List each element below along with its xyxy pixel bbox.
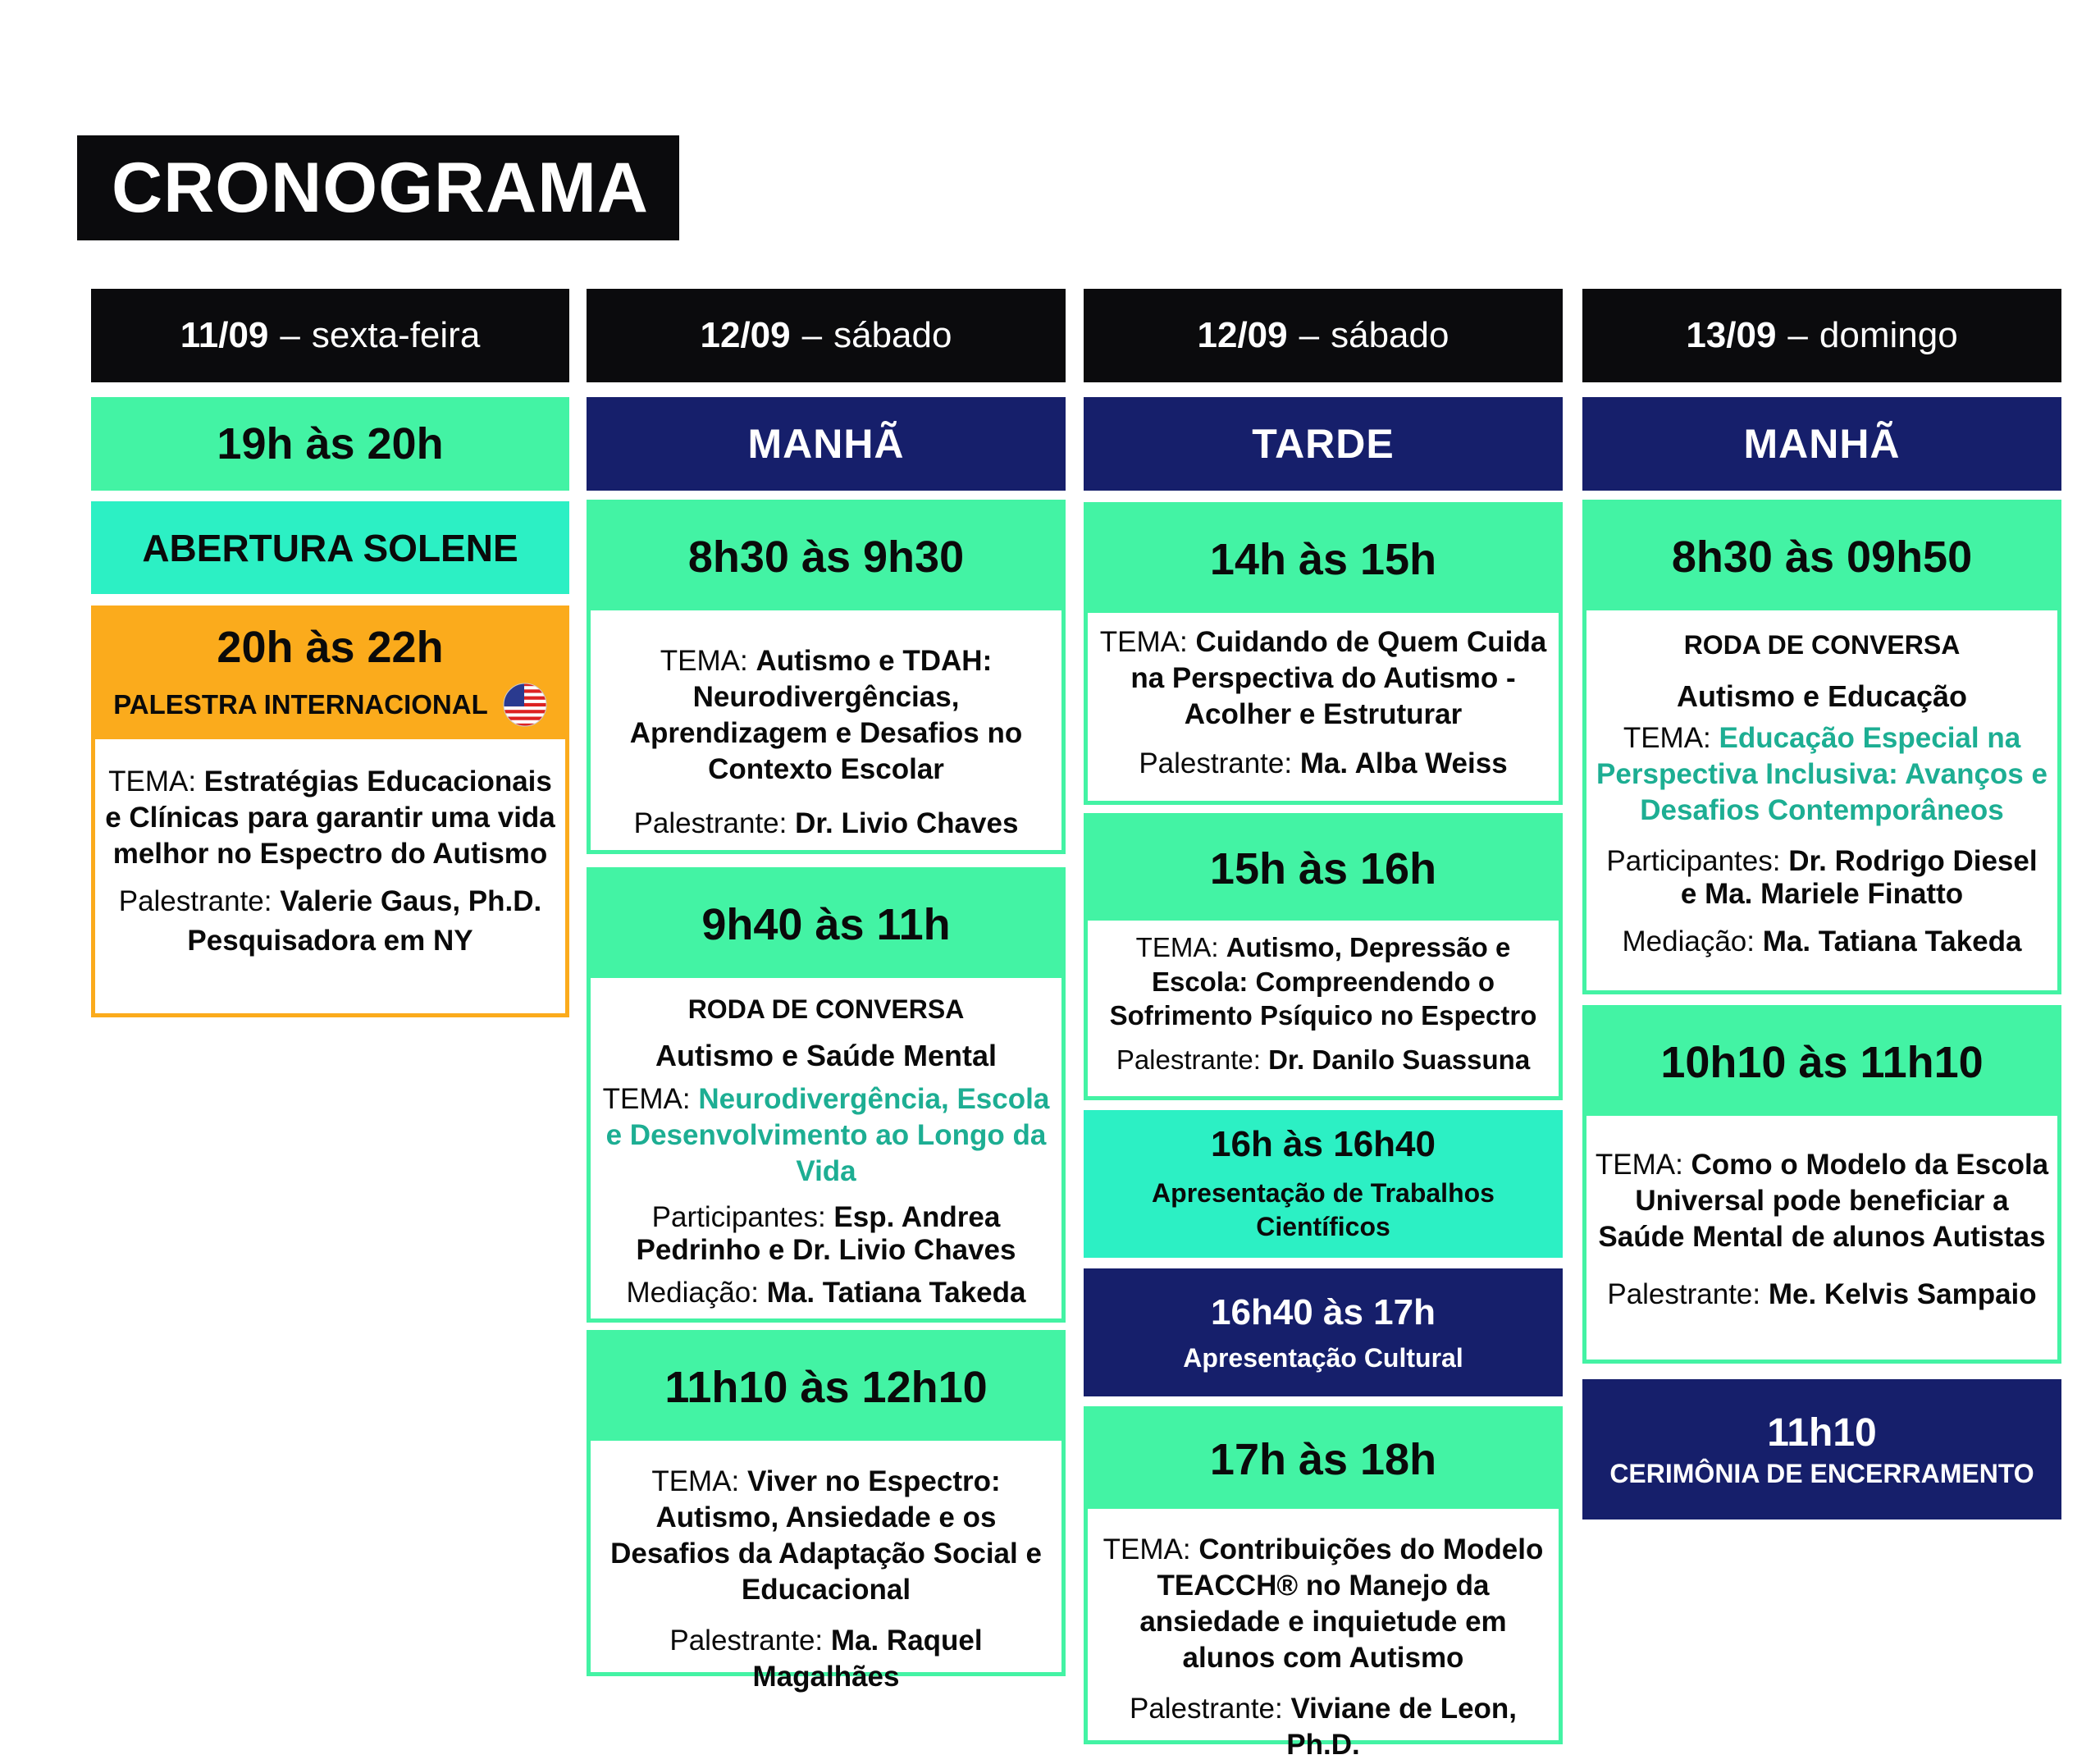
day-header-1: 11/09 – sexta-feira: [91, 289, 569, 382]
international-lecture-card: [91, 606, 569, 1017]
session-speaker: Palestrante: Dr. Livio Chaves: [633, 807, 1019, 840]
session-time: 16h40 às 17h: [1211, 1291, 1436, 1332]
session-speaker: Palestrante: Ma. Alba Weiss: [1139, 747, 1508, 780]
session-topic: TEMA: Neurodivergência, Escola e Desenvolvimento ao Longo da Vida: [602, 1082, 1050, 1187]
speaker-note: Pesquisadora em NY: [187, 925, 473, 957]
session-time: 14h às 15h: [1088, 506, 1559, 613]
closing-ceremony: [1582, 1379, 2061, 1520]
session-time: 9h40 às 11h: [591, 871, 1061, 978]
session-time: 10h10 às 11h10: [1586, 1009, 2057, 1116]
session-mediator: Mediação: Ma. Tatiana Takeda: [626, 1276, 1026, 1309]
session-format: RODA DE CONVERSA: [687, 994, 965, 1024]
lecture-time: 20h às 22h: [217, 623, 444, 672]
session-time: 17h às 18h: [1088, 1410, 1559, 1509]
session-time: 8h30 às 9h30: [591, 504, 1061, 610]
session-time: 11h10: [1767, 1410, 1877, 1455]
session-participants: Participantes: Dr. Rodrigo Diesel e Ma. Mariele Finatto: [1606, 844, 2038, 910]
session-time: 11h10 às 12h10: [591, 1334, 1061, 1441]
session-participants: Participantes: Esp. Andrea Pedrinho e Dr. Livio Chaves: [636, 1200, 1016, 1266]
col2-period: MANHÃ: [587, 397, 1066, 491]
day-header-3: 12/09 – sábado: [1084, 289, 1563, 382]
session-desc: CERIMÔNIA DE ENCERRAMENTO: [1609, 1458, 2034, 1488]
session-time: 8h30 às 09h50: [1586, 504, 2057, 610]
session-format: RODA DE CONVERSA: [1683, 630, 1961, 660]
session-time: 16h às 16h40: [1211, 1124, 1436, 1165]
lecture-speaker: Palestrante: Valerie Gaus, Ph.D.: [118, 885, 542, 918]
session-speaker: Palestrante: Viviane de Leon, Ph.D.: [1129, 1693, 1518, 1762]
lecture-topic: TEMA: Estratégias Educacionais e Clínicas para garantir uma vida melhor no Espectro do Autismo: [105, 765, 555, 871]
session-speaker: Palestrante: Dr. Danilo Suassuna: [1116, 1044, 1531, 1075]
scientific-presentations: [1084, 1110, 1563, 1258]
session-topic: TEMA: Viver no Espectro: Autismo, Ansiedade e os Desafios da Adaptação Social e Educacional: [610, 1465, 1042, 1606]
session-card: [1582, 500, 2061, 994]
lecture-type: PALESTRA INTERNACIONAL: [113, 689, 488, 720]
session-topic: TEMA: Autismo e TDAH: Neurodivergências, Aprendizagem e Desafios no Contexto Escolar: [629, 645, 1023, 786]
session-topic: TEMA: Como o Modelo da Escola Universal pode beneficiar a Saúde Mental de alunos Autistas: [1595, 1149, 2049, 1254]
session-subtitle: Autismo e Educação: [1676, 679, 1968, 714]
col3-period: TARDE: [1084, 397, 1563, 491]
day-header-4: 13/09 – domingo: [1582, 289, 2061, 382]
session-desc: Apresentação Cultural: [1183, 1342, 1463, 1373]
session-topic: TEMA: Autismo, Depressão e Escola: Compreendendo o Sofrimento Psíquico no Espectro: [1109, 932, 1537, 1031]
col4-period: MANHÃ: [1582, 397, 2061, 491]
session-speaker: Palestrante: Ma. Raquel Magalhães: [669, 1625, 983, 1693]
session-topic: TEMA: Cuidando de Quem Cuida na Perspectiva do Autismo - Acolher e Estruturar: [1099, 626, 1547, 731]
day-header-2: 12/09 – sábado: [587, 289, 1066, 382]
international-lecture-header: [95, 610, 565, 739]
session-card: [1084, 502, 1563, 805]
session-topic: TEMA: Educação Especial na Perspectiva Inclusiva: Avanços e Desafios Contemporâneos: [1596, 721, 2048, 826]
session-card: [587, 867, 1066, 1323]
session-card: [1084, 1406, 1563, 1762]
cultural-presentation: [1084, 1268, 1563, 1396]
session-time: 15h às 16h: [1088, 817, 1559, 921]
opening-ceremony: ABERTURA SOLENE: [91, 501, 569, 594]
session-topic: TEMA: Contribuições do Modelo TEACCH® no Manejo da ansiedade e inquietude em alunos com Autismo: [1102, 1533, 1544, 1675]
session-card: [1084, 813, 1563, 1100]
session-speaker: Palestrante: Me. Kelvis Sampaio: [1607, 1278, 2037, 1311]
session-mediator: Mediação: Ma. Tatiana Takeda: [1622, 925, 2022, 957]
us-flag-icon: [503, 683, 547, 727]
session-card: [1582, 1005, 2061, 1364]
session-desc: Apresentação de Trabalhos Científicos: [1152, 1178, 1495, 1241]
col1-time-opening: 19h às 20h: [91, 397, 569, 491]
session-subtitle: Autismo e Saúde Mental: [655, 1039, 998, 1073]
page-title: CRONOGRAMA: [77, 135, 679, 240]
session-card: [587, 500, 1066, 854]
session-card: [587, 1330, 1066, 1693]
